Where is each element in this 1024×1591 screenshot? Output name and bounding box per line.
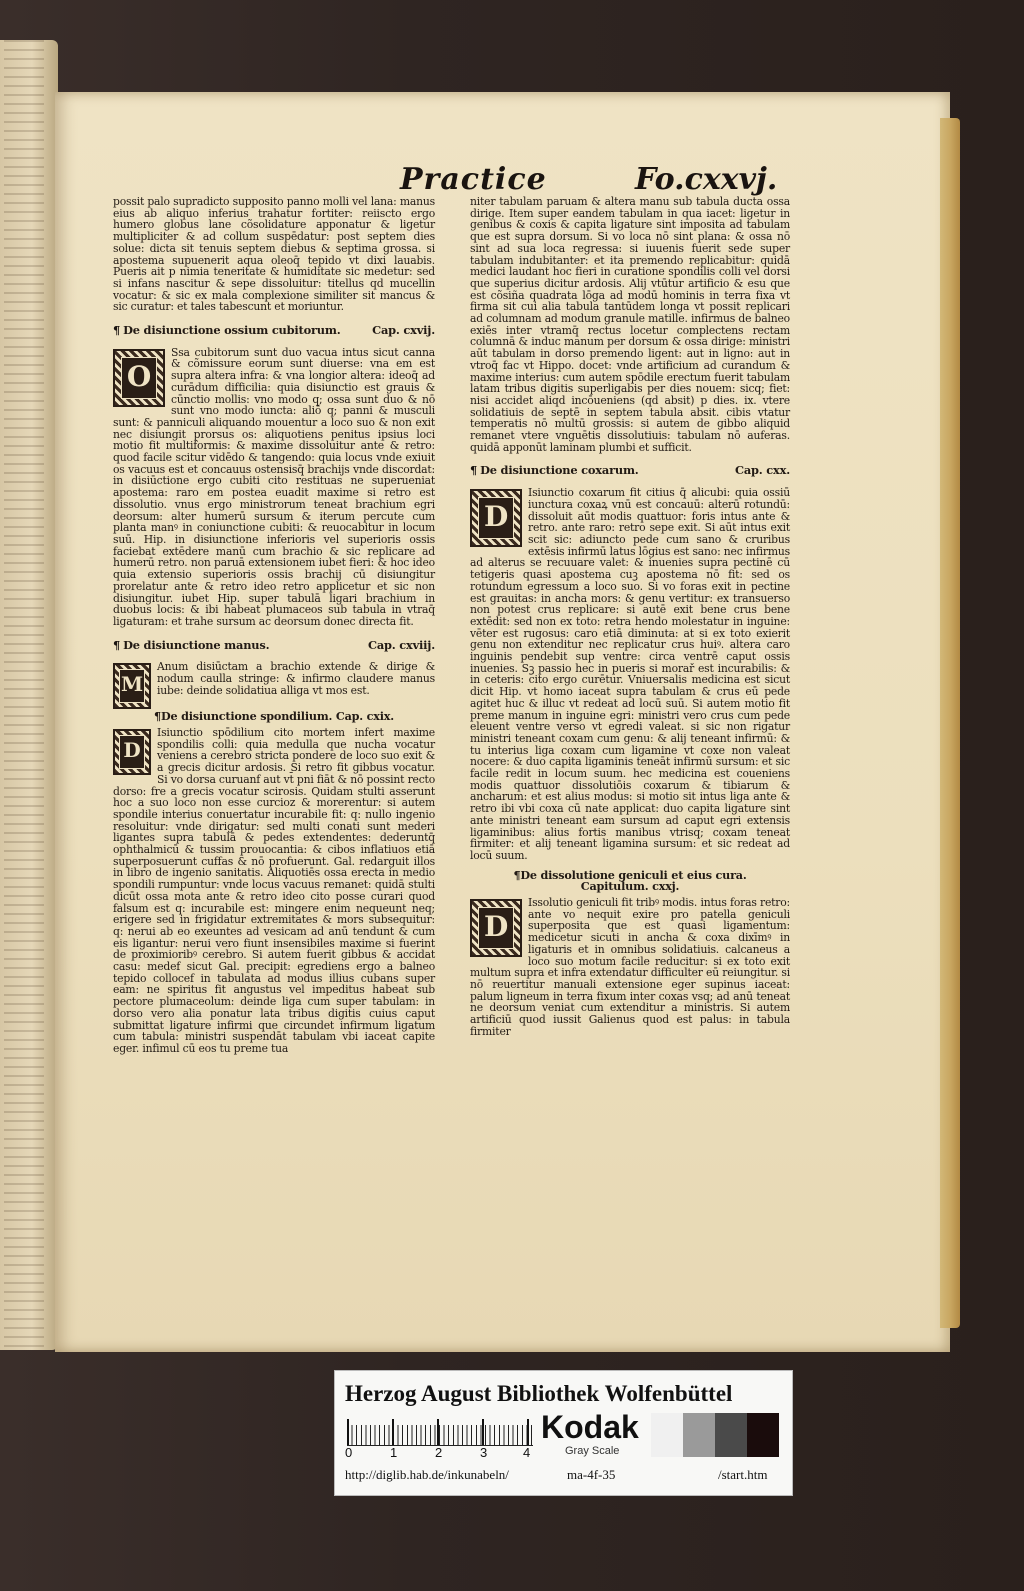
chapter-number: Cap. cxx. xyxy=(734,463,790,478)
gray-swatch xyxy=(651,1413,683,1457)
decorated-initial: D xyxy=(470,899,522,957)
scale-number: 4 xyxy=(523,1445,531,1460)
start-link: /start.htm xyxy=(718,1467,768,1482)
bleed-through-text xyxy=(4,40,44,1350)
chapter-number: Cap. cxvij. xyxy=(372,323,435,338)
paragraph: Isiunctio spōdilium cito mortem infert maxime spondilis colli: quia medulla que nucha vocatur veniens a cerebro stricta pondere de loco suo exit & a grecis dicitur ardosis. Si retro fit gibbus vocatur. Si vo dorsa curuanf aut vt̄ pni fiāt & nō possint recto dorso: fre a grecis vocatur scirosis. Quidam stulti asserunt hoc a suo loco non esse curcioz & morerentur: si autem spondile interius conuertatur incurabile fit: q: nullo ingenio resoluitur: vnde dirigatur: sed multi conati sunt mederi ligantes supra tabulā & pedes extendentes: dederuntq̄ ophthalmicū & tussim prouocantia: & cibos inflatiuos etiā superposuerunt cuffas & nō profuerunt. Gal. redarguit illos in libro de ingenio sanitatis. Aliquotiēs ossa erecta in medio spondili rumpuntur: vnde locus vacuus remanet: quidā stulti dicūt ossa mota ante & retro ideo cito posse curari quod falsum est q: incurabile est: mingere enim nequeunt neq; erigere sed in frigidatur extremitates & mors subsequitur: q: nerui ab eo exeuntes ad vesicam ad anū tendunt & cum eis ligantur: nerui vero fiunt insensibiles maxime si fuerint de proximioribꝰ cerebro. Si autem fuerit gibbus & accidat casu: medef sicut Gal. precipit: egrediens ergo a balneo tepido collocef in tabulata ad modus illius cubans super eam: ne spiritus fit angustus vel impeditus habeat sub pectore plumaceolum: deinde liga cum super tabulam: in dorso vero alia ponatur lata tribus digitis cuius caput submittat ligature infirmi que circundet infirmum ligatum cum tabula: ministri suspendāt tabulam vbi iaceat capite eger. infimul cū eos tu preme tua xyxy=(113,726,435,1055)
scale-number: 2 xyxy=(435,1445,443,1460)
section-title: De dissolutione geniculi et eius cura. xyxy=(520,867,747,882)
gray-swatch xyxy=(683,1413,715,1457)
page-fore-edge xyxy=(940,118,960,1328)
library-calibration-strip xyxy=(334,1370,793,1496)
pilcrow-icon: ¶ xyxy=(513,867,521,882)
section-heading xyxy=(113,325,435,337)
folio-number: Fo.cxxvj. xyxy=(635,162,778,197)
left-column xyxy=(113,196,435,1055)
decorated-initial: M xyxy=(113,663,151,709)
gray-scale-swatches xyxy=(651,1413,779,1457)
running-title: Practice xyxy=(400,162,547,197)
ruler-major-tick xyxy=(437,1419,439,1445)
paragraph: niter tabulam paruam & altera manu sub tabula ducta ossa dirige. Item super eandem tabulam in qua iacet: ligetur in genibus & coxis & capita ligature sint imposita ad tabulam que est supra dorsum. Si vo loca nō sint plana: & ossa nō sint ad sua loca regressa: si iuuenis fuerit sede super tabulam indubitanter: et ita premendo replicabitur: quidā medici laudant hoc fieri in curatione spondilis colli vel dorsi que superius dicitur ardosis. Alij vtūtur artificio & esu que est cõsiña quadrata lōga ad modū hominis in terra fixa vt firma sit cui alia tabula tantūdem longa vt possit replicari ad columnam ad modum granule matille. infirmus de balneo exiēs inter vtramq̄ rectus locetur complectens rectam columnā & induc manum per dorsum & ossa dirige: ministri aūt tabulam in dorso premendo ligent: aut in ligno: aut in vtroq̄ fac vt Hippo. docet: vnde artificium ad curandum & maxime interius: cum autem spōdile erectum fuerit tabulam latam tribus digitis superligabis per dies nouem: sicq; fiet: nisi accidet aliqd incōueniens (qd absit) p dies. ix. vtere solidatiuis de septē in septem tabula absit. cibis vtatur temperatis nō multū grossis: si autem de gibbo aliquid remanet vtere vnguētis dissolutiuis: tabulam nō auferas. quidā apponūt laminam plumbi et sufficit. xyxy=(470,195,790,454)
section-title: De disiunctione manus. xyxy=(123,637,270,652)
pilcrow-icon: ¶ xyxy=(470,463,478,478)
pilcrow-icon: ¶ xyxy=(154,709,161,724)
decorated-initial: O xyxy=(113,349,165,407)
ruler-major-tick xyxy=(527,1419,529,1445)
section-title: De disiunctione spondilium. Cap. cxix. xyxy=(160,709,394,724)
section-title: De disiunctione coxarum. xyxy=(480,463,639,478)
ruler-ticks xyxy=(347,1425,533,1445)
paragraph: possit palo supradicto supposito panno molli vel lana: manus eius ab aliquo inferius trahatur fortiter: reiiscto ergo humero globus lane cõsolidature apponatur & ligetur multipliciter & ad collum suspēdatur: post septem dies solue: dicta sit tenuis septem diebus & septima grossa. si apostema supuenerit aqua oleoq̄ tepido vt dixi lauabis. Pueris ait p nimia teneritate & humiditate sic medetur: sed si infans nascitur & sepe dissoluitur: titellus qd mucellin vocatur: & sic ex mala complexione similiter sit mancus & sic curatur: et tales tabescunt et moriuntur. xyxy=(113,195,435,314)
scale-number: 1 xyxy=(390,1445,398,1460)
section-heading xyxy=(113,711,435,723)
section-heading xyxy=(470,465,790,477)
library-name: Herzog August Bibliothek Wolfenbüttel xyxy=(345,1381,733,1406)
paragraph: Issolutio geniculi fit tribꝰ modis. intus foras retro: ante vo nequit exire pro patella geniculi superposita que est quasi ligamentum: medicetur sicuti in ancha & coxa dixīmꝰ in ligaturis et in omnibus solidatiuis. calcaneus a loco suo motum facile reducitur: si ex toto exit multum supra et infra extendatur difficulter eū reiungitur. si nō reuertitur manuali extensione eger supinus iaceat: palum ligneum in terra fixum inter coxas vsq; ad anū teneat ne deorsum veniat cum extenditur a ministris. Si autem artificiū quod iussit Galienus quod est palus: in tabula firmiter xyxy=(470,896,790,1038)
pilcrow-icon: ¶ xyxy=(113,637,121,652)
kodak-logo: Kodak xyxy=(541,1409,639,1445)
pilcrow-icon: ¶ xyxy=(113,323,121,338)
gray-swatch xyxy=(747,1413,779,1457)
ruler-major-tick xyxy=(392,1419,394,1445)
shelf-signature: ma-4f-35 xyxy=(567,1467,616,1482)
scale-number: 0 xyxy=(345,1445,353,1460)
source-url: http://diglib.hab.de/inkunabeln/ xyxy=(345,1467,509,1482)
gray-scale-label: Gray Scale xyxy=(565,1445,620,1457)
paragraph: Isiunctio coxarum fit citius q̄ alicubi: quia ossiū iunctura coxaꝝ vnū est concauū: alterū rotundū: dissoluit aūt modis quattuor: foris intus ante & retro. ante raro: retro sepe exit. Si aūt intus exit scit sic: adiuncto pede cum sano & cruribus extēsis infirmū latus lōgius est sano: nec infirmus ad alterus se recuuare valet: & inuenies supra pectinē cū tetigeris quasi apostema cuꝫ apostema nō fit: sed os rotundum egressum a loco suo. Si vo foras exit in pectine est grauitas: in ancha mors: & genu vertitur: ex transuerso non potest crus replicare: si autē exit bene crus bene extēdit: sed non ex toto: retra hendo molestatur in inguine: vēter est rugosus: caro etiā diminuta: at si ex toto exierit genu non extenditur nec replicatur crus huiꝰ. altera caro inguinis pendebit sup ventre: circa ventrē caput ossis inuenies. Sꝫ passio hec in pueris si morař est incurabilis: & in ceteris: cito ergo curētur. Vniuersalis medicina est sicut dicit Hip. vt homo iaceat supra tabulam & crus eū pede agitet huc & illuc vt redeat ad locū suū. Si autem motio fit preme manum in inguine egri: ministri vero crus cum pede eleuent ventre verso vt egredi valeat. si sic non rigatur ministri teneant coxam cum genu: & alij teneant infirmū: & tu interius liga coxam cum ligamine vt coxe non valeat nocere: & duo capita ligaminis teneāt infirmū sursum: et sic facile redit in locum suum. hec medicina est coueniens modis quattuor dissolutiōis coxarum & tibiarum & ancharum: et est alius modus: si motio sit intus liga ante & retro ibi vbi coxa cū nate applicat: duo capita ligature sint ante ministri teneant eam sursum ad caput egri extensis ligaminibus: alius fortis manibus vtrisq; coxam teneat firmiter: et alij teneant ligamina sursum: et sic redeat ad locū suum. xyxy=(470,486,790,862)
ruler-major-tick xyxy=(347,1419,349,1445)
section-title: De disiunctione ossium cubitorum. xyxy=(123,323,341,338)
measurement-ruler xyxy=(347,1417,533,1446)
previous-page-edge xyxy=(0,40,58,1350)
chapter-number: Capitulum. cxxj. xyxy=(580,879,680,894)
section-heading xyxy=(470,867,790,894)
paragraph: Anum disiūctam a brachio extende & dirige & nodum caulla stringe: & infirmo claudere manus iube: deinde solidatiua alliga vt mos est. xyxy=(157,660,435,697)
scale-number: 3 xyxy=(480,1445,488,1460)
decorated-initial: D xyxy=(470,489,522,547)
decorated-initial: D xyxy=(113,729,151,775)
section-heading xyxy=(113,637,435,652)
chapter-number: Cap. cxviij. xyxy=(367,637,435,652)
gray-swatch xyxy=(715,1413,747,1457)
ruler-major-tick xyxy=(482,1419,484,1445)
right-column xyxy=(470,196,790,1038)
paragraph: Ssa cubitorum sunt duo vacua intus sicut canna & cõmissure eorum sunt diuerse: vna em est supra altera infra: & vna longior altera: ideoq̄ ad curādum difficilia: quia disiunctio est grauis & cūnctio mollis: vno modo q; ossa sunt duo & nō sunt vno modo iuncta: aliō q; panni & musculi sunt: & panniculi aliquando mouentur a loco suo & non exit nec disiungit prorsus os: aliquotiens penitus ipsius loci motio fit multiformis: & maxime dissoluitur ante & retro: quod facile scitur vidēdo & tangendo: quia locus vnde exiuit os vacuus est et concauus ostensisq̄ brachijs vnde discordat: in disiūctione ergo cubiti cito restituas ne superueniat apostema: raro em postea euadit maxime si retro est dissolutio. vnus ergo ministrorum teneat brachium egri deorsum: alter humerū sursum & iterum percute cum planta manꝰ in coniunctione cubiti: & reuocabitur in locum suū. Hip. in disiunctione inferioris vel superioris ossis faciebat extēdere manū cum brachio & sic replicare ad humerū retro. non paruā extensionem iubet fieri: & hoc ideo quia extensio superioris ossis brachij cū disiungitur prorelatur ante & retro ideo retro applicetur et sic non disiungitur. iubet Hip. super tabulā ligari brachium in duobus locis: & ibi habeat plumaceos sub tabula in vtraq̄ ligaturam: et trahe sursum ac deorsum donec directa fit. xyxy=(113,345,435,628)
